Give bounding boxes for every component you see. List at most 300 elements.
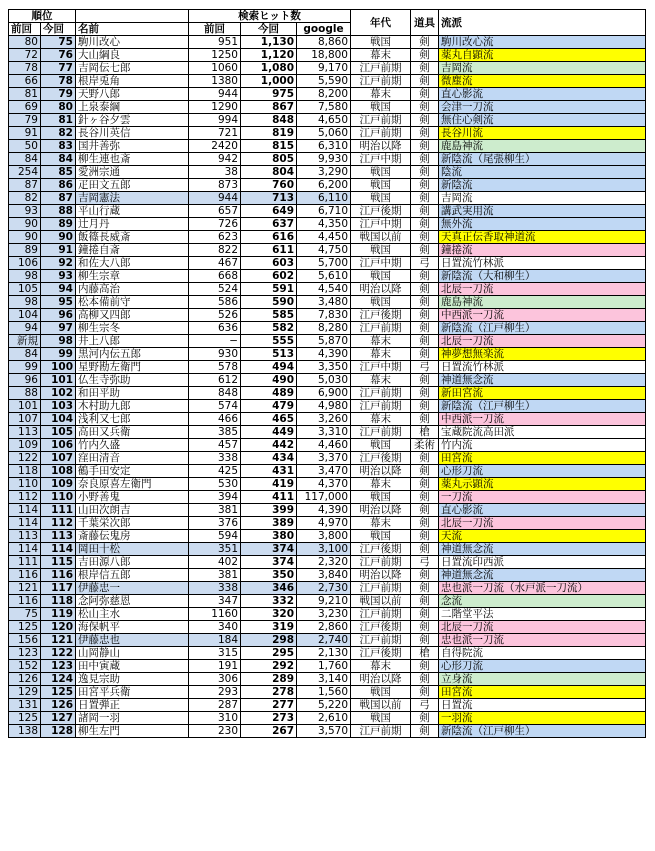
era-cell: 戦国	[351, 101, 411, 114]
hits-now-cell: 804	[241, 166, 297, 179]
hits-now-cell: 590	[241, 296, 297, 309]
hits-now-cell: 494	[241, 361, 297, 374]
school-cell: 吉岡流	[439, 62, 646, 75]
hits-prev-cell: 942	[189, 153, 241, 166]
era-cell: 戦国以前	[351, 595, 411, 608]
era-cell: 江戸前期	[351, 725, 411, 738]
table-row	[9, 426, 646, 439]
weapon-cell: 剣	[411, 153, 439, 166]
google-hits-cell: 4,970	[297, 517, 351, 530]
school-cell: 新陰流（江戸柳生）	[439, 725, 646, 738]
rank-now-header: 今回	[41, 23, 76, 36]
weapon-cell: 剣	[411, 166, 439, 179]
rank-prev-cell: 93	[9, 205, 41, 218]
rank-now-cell: 124	[41, 673, 76, 686]
school-cell: 新陰流（江戸柳生）	[439, 322, 646, 335]
hits-now-cell: 819	[241, 127, 297, 140]
school-cell: 心形刀流	[439, 465, 646, 478]
name-cell: 高田又兵衛	[76, 426, 189, 439]
rank-prev-cell: 72	[9, 49, 41, 62]
weapon-cell: 槍	[411, 426, 439, 439]
google-hits-cell: 5,870	[297, 335, 351, 348]
rank-prev-cell: 109	[9, 439, 41, 452]
hits-now-cell: 278	[241, 686, 297, 699]
google-hits-cell: 5,220	[297, 699, 351, 712]
hits-now-cell: 611	[241, 244, 297, 257]
era-cell: 明治以降	[351, 673, 411, 686]
school-cell: 北辰一刀流	[439, 621, 646, 634]
era-cell: 江戸前期	[351, 127, 411, 140]
table-row	[9, 673, 646, 686]
table-row	[9, 465, 646, 478]
weapon-cell: 剣	[411, 686, 439, 699]
weapon-cell: 剣	[411, 36, 439, 49]
school-cell: 中西派一刀流	[439, 413, 646, 426]
rank-prev-cell: 84	[9, 153, 41, 166]
table-row	[9, 725, 646, 738]
hits-now-cell: 350	[241, 569, 297, 582]
table-row	[9, 309, 646, 322]
hits-now-cell: 295	[241, 647, 297, 660]
rank-now-cell: 128	[41, 725, 76, 738]
rank-now-cell: 78	[41, 75, 76, 88]
google-hits-cell: 6,900	[297, 387, 351, 400]
rank-now-cell: 80	[41, 101, 76, 114]
hits-now-cell: 603	[241, 257, 297, 270]
hits-now-cell: 411	[241, 491, 297, 504]
rank-prev-cell: 80	[9, 36, 41, 49]
rank-now-cell: 123	[41, 660, 76, 673]
hits-prev-cell: 338	[189, 582, 241, 595]
google-hits-cell: 3,260	[297, 413, 351, 426]
rank-now-cell: 75	[41, 36, 76, 49]
school-cell: 竹内流	[439, 439, 646, 452]
rank-now-cell: 85	[41, 166, 76, 179]
school-cell: 二階堂平法	[439, 608, 646, 621]
school-cell: 忠也派一刀流	[439, 634, 646, 647]
hits-prev-cell: 1160	[189, 608, 241, 621]
table-row	[9, 153, 646, 166]
hits-prev-cell: 394	[189, 491, 241, 504]
hits-prev-cell: 574	[189, 400, 241, 413]
weapon-cell: 剣	[411, 309, 439, 322]
table-row	[9, 374, 646, 387]
hits-prev-cell: −	[189, 335, 241, 348]
hits-now-cell: 399	[241, 504, 297, 517]
era-cell: 戦国	[351, 712, 411, 725]
name-cell: 逸見宗助	[76, 673, 189, 686]
google-hits-cell: 4,980	[297, 400, 351, 413]
name-cell: 岡田十松	[76, 543, 189, 556]
era-cell: 江戸前期	[351, 582, 411, 595]
hits-prev-cell: 457	[189, 439, 241, 452]
rank-prev-cell: 156	[9, 634, 41, 647]
table-row	[9, 179, 646, 192]
school-cell: 無外流	[439, 218, 646, 231]
school-cell: 新田宮流	[439, 387, 646, 400]
era-cell: 明治以降	[351, 504, 411, 517]
hits-now-cell: 374	[241, 543, 297, 556]
rank-prev-cell: 98	[9, 270, 41, 283]
name-cell: 根岸信五郎	[76, 569, 189, 582]
school-cell: 新陰流（江戸柳生）	[439, 400, 646, 413]
hits-now-cell: 346	[241, 582, 297, 595]
rank-now-cell: 118	[41, 595, 76, 608]
name-cell: 和佐大八郎	[76, 257, 189, 270]
rank-prev-cell: 79	[9, 114, 41, 127]
name-cell: 鐘捲自斎	[76, 244, 189, 257]
school-cell: 講武実用流	[439, 205, 646, 218]
era-cell: 戦国	[351, 244, 411, 257]
era-cell: 幕末	[351, 660, 411, 673]
weapon-cell: 剣	[411, 582, 439, 595]
era-cell: 明治以降	[351, 569, 411, 582]
rank-now-cell: 102	[41, 387, 76, 400]
school-cell: 直心影流	[439, 88, 646, 101]
rank-now-cell: 101	[41, 374, 76, 387]
weapon-cell: 剣	[411, 49, 439, 62]
table-row	[9, 569, 646, 582]
hits-prev-cell: 994	[189, 114, 241, 127]
hits-now-cell: 289	[241, 673, 297, 686]
rank-prev-cell: 50	[9, 140, 41, 153]
google-hits-cell: 3,570	[297, 725, 351, 738]
hits-now-cell: 815	[241, 140, 297, 153]
rank-prev-cell: 94	[9, 322, 41, 335]
google-hits-cell: 6,310	[297, 140, 351, 153]
era-cell: 戦国以前	[351, 231, 411, 244]
school-cell: 中西派一刀流	[439, 309, 646, 322]
rank-prev-cell: 129	[9, 686, 41, 699]
weapon-cell: 剣	[411, 244, 439, 257]
era-cell: 江戸前期	[351, 400, 411, 413]
weapon-cell: 剣	[411, 101, 439, 114]
weapon-cell: 剣	[411, 127, 439, 140]
hits-now-cell: 389	[241, 517, 297, 530]
school-cell: 天真正伝香取神道流	[439, 231, 646, 244]
rank-now-cell: 111	[41, 504, 76, 517]
name-cell: 吉田源八郎	[76, 556, 189, 569]
rank-prev-cell: 114	[9, 543, 41, 556]
era-cell: 江戸後期	[351, 205, 411, 218]
hits-now-cell: 848	[241, 114, 297, 127]
rank-now-cell: 89	[41, 218, 76, 231]
school-cell: 日置流竹林派	[439, 257, 646, 270]
google-hits-cell: 3,100	[297, 543, 351, 556]
weapon-cell: 剣	[411, 621, 439, 634]
hits-now-cell: 298	[241, 634, 297, 647]
weapon-cell: 剣	[411, 400, 439, 413]
hits-prev-cell: 315	[189, 647, 241, 660]
hits-prev-cell: 1290	[189, 101, 241, 114]
table-row	[9, 452, 646, 465]
name-cell: 内藤高治	[76, 283, 189, 296]
rank-now-cell: 106	[41, 439, 76, 452]
weapon-cell: 弓	[411, 361, 439, 374]
hits-prev-cell: 425	[189, 465, 241, 478]
table-row	[9, 127, 646, 140]
hits-now-cell: 431	[241, 465, 297, 478]
era-cell: 江戸前期	[351, 556, 411, 569]
school-cell: 北辰一刀流	[439, 517, 646, 530]
rank-prev-cell: 114	[9, 504, 41, 517]
school-cell: 鹿島神流	[439, 140, 646, 153]
table-row	[9, 62, 646, 75]
school-cell: 神夢想無楽流	[439, 348, 646, 361]
rank-now-cell: 87	[41, 192, 76, 205]
weapon-cell: 剣	[411, 673, 439, 686]
school-cell: 忠也派一刀流（水戸派一刀流）	[439, 582, 646, 595]
weapon-cell: 剣	[411, 569, 439, 582]
table-row	[9, 88, 646, 101]
school-cell: 田宮流	[439, 686, 646, 699]
table-row	[9, 621, 646, 634]
rank-prev-cell: 84	[9, 348, 41, 361]
hits-prev-cell: 657	[189, 205, 241, 218]
hits-prev-cell: 668	[189, 270, 241, 283]
google-hits-cell: 8,280	[297, 322, 351, 335]
school-cell: 神道無念流	[439, 543, 646, 556]
school-cell: 新陰流（尾張柳生）	[439, 153, 646, 166]
hits-now-cell: 1,120	[241, 49, 297, 62]
rank-prev-cell: 121	[9, 582, 41, 595]
rank-prev-cell: 82	[9, 192, 41, 205]
school-cell: 薬丸示顕流	[439, 478, 646, 491]
hits-now-cell: 479	[241, 400, 297, 413]
era-cell: 戦国	[351, 36, 411, 49]
rank-now-cell: 86	[41, 179, 76, 192]
rank-now-cell: 127	[41, 712, 76, 725]
rank-now-cell: 117	[41, 582, 76, 595]
table-row	[9, 413, 646, 426]
hits-now-cell: 867	[241, 101, 297, 114]
rank-now-cell: 77	[41, 62, 76, 75]
rank-prev-cell: 105	[9, 283, 41, 296]
name-cell: 竹内久盛	[76, 439, 189, 452]
table-row	[9, 647, 646, 660]
google-hits-cell: 2,860	[297, 621, 351, 634]
google-hits-cell: 3,800	[297, 530, 351, 543]
name-cell: 田中寅蔵	[76, 660, 189, 673]
rank-now-cell: 109	[41, 478, 76, 491]
rank-prev-cell: 90	[9, 218, 41, 231]
google-hits-cell: 18,800	[297, 49, 351, 62]
table-row	[9, 322, 646, 335]
era-cell: 江戸前期	[351, 75, 411, 88]
name-cell: 根岸兎角	[76, 75, 189, 88]
era-cell: 江戸前期	[351, 608, 411, 621]
name-cell: 平山行蔵	[76, 205, 189, 218]
school-cell: 北辰一刀流	[439, 283, 646, 296]
google-hits-cell: 1,760	[297, 660, 351, 673]
weapon-cell: 剣	[411, 322, 439, 335]
hits-prev-cell: 944	[189, 88, 241, 101]
name-cell: 上泉泰綱	[76, 101, 189, 114]
school-header: 流派	[439, 10, 646, 36]
google-hits-cell: 4,540	[297, 283, 351, 296]
rank-prev-cell: 98	[9, 296, 41, 309]
school-cell: 会津一刀流	[439, 101, 646, 114]
rank-prev-cell: 116	[9, 595, 41, 608]
google-hits-cell: 2,130	[297, 647, 351, 660]
weapon-cell: 剣	[411, 179, 439, 192]
weapon-cell: 弓	[411, 257, 439, 270]
hits-prev-cell: 293	[189, 686, 241, 699]
weapon-cell: 剣	[411, 88, 439, 101]
rank-prev-cell: 66	[9, 75, 41, 88]
rank-now-cell: 100	[41, 361, 76, 374]
hits-prev-cell: 623	[189, 231, 241, 244]
google-hits-cell: 4,750	[297, 244, 351, 257]
rank-prev-cell: 107	[9, 413, 41, 426]
hits-prev-cell: 306	[189, 673, 241, 686]
google-hits-cell: 3,480	[297, 296, 351, 309]
hits-now-cell: 760	[241, 179, 297, 192]
table-row	[9, 491, 646, 504]
google-hits-cell: 5,060	[297, 127, 351, 140]
weapon-cell: 剣	[411, 205, 439, 218]
hits-prev-cell: 402	[189, 556, 241, 569]
weapon-cell: 剣	[411, 270, 439, 283]
rank-prev-cell: 113	[9, 530, 41, 543]
rank-prev-cell: 78	[9, 62, 41, 75]
rank-now-cell: 110	[41, 491, 76, 504]
hits-now-cell: 591	[241, 283, 297, 296]
name-cell: 木村助九郎	[76, 400, 189, 413]
table-row	[9, 556, 646, 569]
table-row	[9, 348, 646, 361]
hits-now-cell: 489	[241, 387, 297, 400]
name-cell: 井上八郎	[76, 335, 189, 348]
rank-prev-cell: 110	[9, 478, 41, 491]
rank-prev-cell: 123	[9, 647, 41, 660]
era-cell: 江戸前期	[351, 322, 411, 335]
table-row	[9, 101, 646, 114]
school-cell: 自得院流	[439, 647, 646, 660]
hits-prev-cell: 578	[189, 361, 241, 374]
table-row	[9, 140, 646, 153]
name-cell: 大山綱良	[76, 49, 189, 62]
hits-now-cell: 374	[241, 556, 297, 569]
hits-now-cell: 319	[241, 621, 297, 634]
name-cell: 千葉栄次郎	[76, 517, 189, 530]
hits-prev-cell: 1380	[189, 75, 241, 88]
rank-prev-cell: 96	[9, 374, 41, 387]
name-cell: 黒河内伝五郎	[76, 348, 189, 361]
rank-now-cell: 93	[41, 270, 76, 283]
school-cell: 神道無念流	[439, 569, 646, 582]
hits-prev-cell: 721	[189, 127, 241, 140]
hits-prev-cell: 951	[189, 36, 241, 49]
hits-prev-cell: 612	[189, 374, 241, 387]
name-cell: 柳生宗冬	[76, 322, 189, 335]
rank-now-cell: 91	[41, 244, 76, 257]
hits-now-cell: 1,130	[241, 36, 297, 49]
table-row	[9, 205, 646, 218]
rank-now-cell: 120	[41, 621, 76, 634]
name-cell: 吉岡伝七郎	[76, 62, 189, 75]
hits-prev-cell: 287	[189, 699, 241, 712]
rank-prev-cell: 152	[9, 660, 41, 673]
hits-now-cell: 442	[241, 439, 297, 452]
name-cell: 辻月丹	[76, 218, 189, 231]
hits-now-cell: 585	[241, 309, 297, 322]
hits-prev-cell: 385	[189, 426, 241, 439]
google-hits-cell: 4,450	[297, 231, 351, 244]
school-cell: 薬丸自顕流	[439, 49, 646, 62]
hits-prev-cell: 351	[189, 543, 241, 556]
google-hits-cell: 3,470	[297, 465, 351, 478]
hits-now-cell: 713	[241, 192, 297, 205]
era-cell: 江戸後期	[351, 543, 411, 556]
rank-prev-cell: 99	[9, 361, 41, 374]
rank-prev-cell: 125	[9, 712, 41, 725]
table-row	[9, 283, 646, 296]
hits-now-cell: 637	[241, 218, 297, 231]
table-row	[9, 257, 646, 270]
hits-prev-cell: 526	[189, 309, 241, 322]
era-cell: 幕末	[351, 348, 411, 361]
hits-prev-cell: 848	[189, 387, 241, 400]
school-cell: 宝蔵院流高田派	[439, 426, 646, 439]
name-cell: 奈良原喜左衛門	[76, 478, 189, 491]
hits-now-cell: 582	[241, 322, 297, 335]
name-cell: 柳生左門	[76, 725, 189, 738]
school-cell: 微塵流	[439, 75, 646, 88]
hits-prev-cell: 184	[189, 634, 241, 647]
google-hits-cell: 3,310	[297, 426, 351, 439]
rank-prev-cell: 88	[9, 387, 41, 400]
name-cell: 窪田清音	[76, 452, 189, 465]
google-hits-cell: 4,390	[297, 504, 351, 517]
rank-now-cell: 97	[41, 322, 76, 335]
weapon-cell: 剣	[411, 335, 439, 348]
table-row	[9, 114, 646, 127]
school-cell: 直心影流	[439, 504, 646, 517]
hits-prev-cell: 1060	[189, 62, 241, 75]
hits-prev-cell: 524	[189, 283, 241, 296]
era-cell: 江戸後期	[351, 309, 411, 322]
name-cell: 柳生連也斎	[76, 153, 189, 166]
name-cell: 鶴手田安定	[76, 465, 189, 478]
name-cell: 柳生宗章	[76, 270, 189, 283]
school-cell: 鹿島神流	[439, 296, 646, 309]
rank-prev-cell: 101	[9, 400, 41, 413]
school-cell: 念流	[439, 595, 646, 608]
era-cell: 明治以降	[351, 283, 411, 296]
rank-now-cell: 115	[41, 556, 76, 569]
rank-now-cell: 84	[41, 153, 76, 166]
hits-prev-cell: 944	[189, 192, 241, 205]
table-row	[9, 686, 646, 699]
rank-now-cell: 107	[41, 452, 76, 465]
rank-prev-cell: 254	[9, 166, 41, 179]
weapon-cell: 弓	[411, 556, 439, 569]
hits-prev-cell: 822	[189, 244, 241, 257]
google-hits-cell: 3,370	[297, 452, 351, 465]
weapon-cell: 弓	[411, 699, 439, 712]
rank-now-cell: 83	[41, 140, 76, 153]
hits-prev-cell: 726	[189, 218, 241, 231]
weapon-cell: 剣	[411, 231, 439, 244]
table-row	[9, 517, 646, 530]
rank-now-cell: 82	[41, 127, 76, 140]
name-cell: 小野善鬼	[76, 491, 189, 504]
weapon-cell: 剣	[411, 491, 439, 504]
rank-now-cell: 88	[41, 205, 76, 218]
era-cell: 幕末	[351, 517, 411, 530]
rank-now-cell: 94	[41, 283, 76, 296]
